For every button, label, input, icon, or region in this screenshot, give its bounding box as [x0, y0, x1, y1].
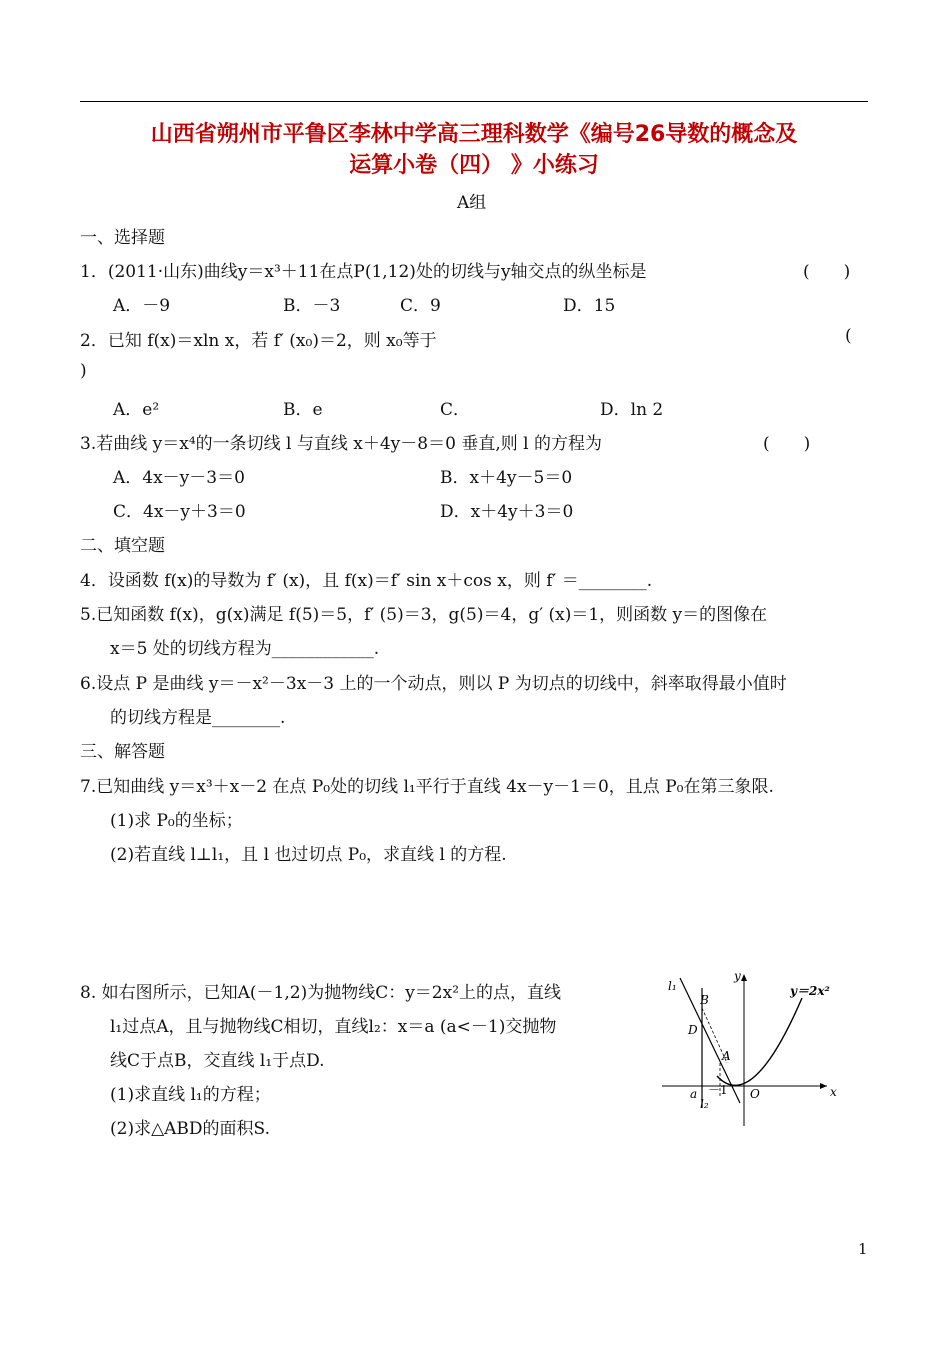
question-2-option-d: D．ln 2: [600, 400, 664, 420]
question-4: 4．设函数 f(x)的导数为 f′ (x)，且 f(x)＝f′ sin x＋cos x，则 f′ ＝________.: [80, 571, 653, 591]
question-3-option-d: D．x＋4y＋3＝0: [440, 502, 574, 522]
header-rule: [80, 101, 868, 102]
question-3-option-b: B．x＋4y－5＝0: [440, 468, 573, 488]
question-5-line-1: 5.已知函数 f(x)，g(x)满足 f(5)＝5，f′ (5)＝3，g(5)＝4，g′ (x)＝1，则函数 y＝的图像在: [80, 605, 768, 625]
section-heading-solve: 三、解答题: [80, 742, 165, 762]
page-title-line-1: 山西省朔州市平鲁区李林中学高三理科数学《编号26导数的概念及: [150, 122, 798, 147]
curve-label: y＝2x²: [790, 984, 830, 998]
question-8-line-2: l₁过点A，且与抛物线C相切，直线l₂：x＝a (a<－1)交抛物: [110, 1017, 557, 1037]
parabola-curve: [717, 998, 802, 1085]
y-axis-arrow: [741, 974, 747, 981]
question-7-part-2: (2)若直线 l⊥l₁，且 l 也过切点 P₀，求直线 l 的方程.: [110, 845, 507, 865]
line-l2-label: l₂: [700, 1097, 709, 1111]
section-heading-fill: 二、填空题: [80, 536, 165, 556]
question-5-line-2: x＝5 处的切线方程为____________.: [110, 639, 380, 659]
question-3-option-c: C．4x－y＋3＝0: [113, 502, 246, 522]
question-7-stem: 7.已知曲线 y＝x³＋x－2 在点 P₀处的切线 l₁平行于直线 4x－y－1＝0，且点 P₀在第三象限.: [80, 777, 774, 797]
question-2-paren-open: (: [845, 326, 852, 346]
question-1-option-b: B．－3: [283, 296, 341, 316]
origin-label: O: [750, 1087, 760, 1101]
question-1-stem: 1．(2011·山东)曲线y＝x³＋11在点P(1,12)处的切线与y轴交点的纵坐标是: [80, 262, 647, 282]
question-1-option-a: A．－9: [113, 296, 171, 316]
question-2-option-b: B．e: [283, 400, 323, 420]
question-3-answer-paren: ( ): [763, 434, 811, 454]
a-label: a: [690, 1087, 698, 1101]
point-b-label: B: [700, 993, 709, 1007]
y-axis-label: y: [734, 969, 741, 983]
question-3-stem: 3.若曲线 y＝x⁴的一条切线 l 与直线 x＋4y－8＝0 垂直,则 l 的方程为: [80, 434, 602, 454]
section-heading-choice: 一、选择题: [80, 228, 165, 248]
x-axis-label: x: [830, 1085, 837, 1099]
question-1-answer-paren: ( ): [803, 262, 851, 282]
line-l1-label: l₁: [668, 979, 677, 993]
question-6-line-2: 的切线方程是________.: [110, 708, 286, 728]
question-3-option-a: A．4x－y－3＝0: [113, 468, 245, 488]
neg-one-label: －1: [708, 1083, 728, 1097]
question-2-paren-close: ): [80, 361, 87, 381]
question-6-line-1: 6.设点 P 是曲线 y＝－x²－3x－3 上的一个动点，则以 P 为切点的切线中，斜率取得最小值时: [80, 674, 787, 694]
question-1-option-d: D．15: [563, 296, 616, 316]
point-a-label: A: [722, 1049, 731, 1063]
question-8-line-3: 线C于点B，交直线 l₁于点D.: [110, 1051, 325, 1071]
page-title-line-2: 运算小卷（四） 》小练习: [349, 153, 599, 178]
question-8-part-2: (2)求△ABD的面积S.: [110, 1119, 270, 1139]
x-axis-arrow: [820, 1083, 827, 1089]
question-2-option-c: C．: [440, 400, 471, 420]
group-label: A组: [457, 193, 487, 213]
question-1-option-c: C．9: [400, 296, 441, 316]
question-2-option-a: A．e²: [113, 400, 160, 420]
question-8-part-1: (1)求直线 l₁的方程；: [110, 1085, 271, 1105]
parabola-figure: [662, 968, 842, 1128]
page-number: 1: [858, 1240, 868, 1258]
question-8-line-1: 8. 如右图所示，已知A(－1,2)为抛物线C：y＝2x²上的点，直线: [80, 983, 562, 1003]
question-7-part-1: (1)求 P₀的坐标；: [110, 811, 243, 831]
point-d-label: D: [688, 1023, 698, 1037]
question-2-stem: 2．已知 f(x)＝xln x，若 f′ (x₀)＝2，则 x₀等于: [80, 331, 437, 351]
